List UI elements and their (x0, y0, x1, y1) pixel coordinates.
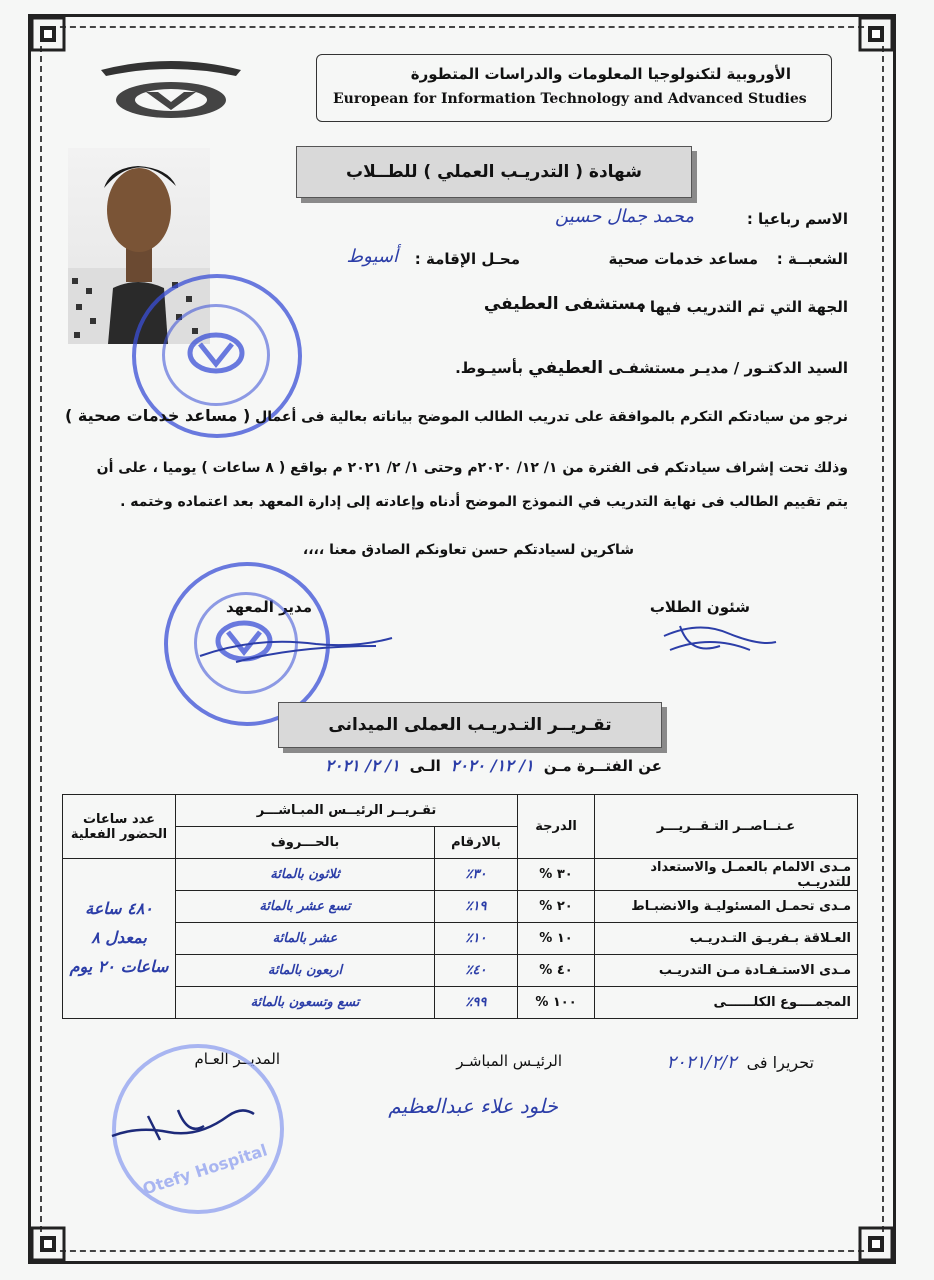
row-letters: تسع عشر بالمائة (176, 891, 435, 923)
addressee (455, 358, 848, 378)
report-period-to-label: الـى (409, 757, 441, 775)
row-letters: عشر بالمائة (176, 923, 435, 955)
row-numbers: ١٠٪ (435, 923, 518, 955)
residence-value: أسيوط (346, 246, 398, 267)
addressee-title: السيد الدكتـور / مديـر مستشفـى (608, 359, 848, 377)
corner-ornament-icon (856, 14, 896, 54)
request-text: نرجو من سيادتكم التكرم بالموافقة على تدريب الطالب الموضح بياناته بعالية فى أعمال (255, 409, 848, 425)
corner-ornament-icon (28, 14, 68, 54)
certificate-title: شهادة ( التدريـب العملي ) للطــلاب (296, 146, 692, 198)
written-on-value: ٢٠٢١/٢/٢ (666, 1052, 737, 1073)
header-supervisor-report: تقـريــر الرئيــس المبـاشـــر (176, 795, 518, 827)
request-paragraph (65, 406, 848, 425)
row-grade: ٣٠ % (518, 859, 595, 891)
institute-director-label: مدير المعهد (225, 598, 312, 616)
training-place-value: مستشفى العطيفي (483, 294, 646, 314)
hours-value: ٤٨٠ ساعة بمعدل ٨ ساعات ٢٠ يوم (63, 859, 176, 1019)
row-element: مـدى الاستـفـادة مـن التدريـب (595, 955, 858, 987)
header-elements: عـنــاصــر التـقــريـــر (595, 795, 858, 859)
direct-supervisor-label: الرئيـس المباشـر (456, 1052, 562, 1070)
general-director-label: المديــر العـام (194, 1050, 280, 1068)
table-row (63, 891, 858, 923)
request-field: ( مساعد خدمات صحية ) (64, 406, 251, 425)
student-affairs-label: شئون الطلاب (649, 598, 750, 616)
row-numbers: ١٩٪ (435, 891, 518, 923)
institute-header (316, 54, 832, 122)
row-element: المجمــــوع الكلــــــى (595, 987, 858, 1019)
written-on-label: تحريرا فى (746, 1053, 814, 1072)
institute-logo-icon (96, 56, 246, 122)
residence-label: محـل الإقامة : (414, 250, 520, 268)
header-grade: الدرجة (518, 795, 595, 859)
row-element: مـدى تحمـل المسئوليـة والانضبـاط (595, 891, 858, 923)
addressee-hospital: العطيفي (528, 358, 604, 378)
row-letters: اربعون بالمائة (176, 955, 435, 987)
institute-name-en: European for Information Technology and Advanced Studies (333, 91, 807, 107)
header-in-numbers: بالارقام (435, 827, 518, 859)
report-table (62, 794, 858, 1019)
institute-name-ar: الأوروبية لتكنولوجيا المعلومات والدراسات المتطورة (410, 65, 791, 83)
training-place-label: الجهة التي تم التدريب فيها : (638, 298, 848, 316)
student-affairs-signature-icon (660, 616, 780, 660)
hospital-stamp-text: Otefy Hospital (140, 1140, 270, 1199)
report-period-from: ١/ ١٢/ ٢٠٢٠ (450, 756, 534, 775)
table-row (63, 955, 858, 987)
report-period-to: ١/ ٢/ ٢٠٢١ (325, 756, 400, 775)
addressee-city: بأسيـوط. (455, 359, 524, 377)
report-title: تقـريــر التـدريـب العملى الميدانى (278, 702, 662, 748)
row-numbers: ٩٩٪ (435, 987, 518, 1019)
period-line: وذلك تحت إشراف سيادتكم فى الفترة من ١/ ١٢/ ٢٠٢٠م وحتى ١/ ٢/ ٢٠٢١ م بواقع ( ٨ ساعات ) يوميا ، على أن (96, 460, 848, 476)
header-hours: عدد ساعات الحضور الفعلية (63, 795, 176, 859)
thanks-line: شاكرين لسيادتكم حسن تعاونكم الصادق معنا ،،،، (302, 542, 634, 558)
header-in-letters: بالحـــروف (176, 827, 435, 859)
evaluation-line: يتم تقييم الطالب فى نهاية التدريب في النموذج الموضح أدناه وإعادته إلى إدارة المعهد بعد اعتماده وختمه . (120, 494, 848, 510)
general-director-signature-icon (108, 1096, 258, 1150)
row-letters: تسع وتسعون بالمائة (176, 987, 435, 1019)
table-row (63, 859, 858, 891)
table-row (63, 987, 858, 1019)
row-numbers: ٤٠٪ (435, 955, 518, 987)
director-signature-icon (196, 616, 396, 676)
row-element: العـلاقة بـفريـق التـدريـب (595, 923, 858, 955)
row-letters: ثلاثون بالمائة (176, 859, 435, 891)
row-grade: ١٠ % (518, 923, 595, 955)
row-element: مـدى الالمام بالعمـل والاستعداد للتدريـب (595, 859, 858, 891)
row-grade: ٢٠ % (518, 891, 595, 923)
row-numbers: ٣٠٪ (435, 859, 518, 891)
branch-value: مساعد خدمات صحية (608, 250, 758, 268)
report-period (325, 756, 662, 775)
row-grade: ٤٠ % (518, 955, 595, 987)
branch-label: الشعبــة : (776, 250, 848, 268)
row-grade: ١٠٠ % (518, 987, 595, 1019)
report-period-label: عن الفتــرة مـن (543, 757, 662, 775)
name-value: محمد جمال حسين (555, 206, 694, 227)
written-on (666, 1052, 814, 1073)
table-row (63, 923, 858, 955)
name-label: الاسم رباعيا : (746, 210, 848, 228)
supervisor-signature: خلود علاء عبدالعظيم (388, 1094, 558, 1118)
corner-ornament-icon (856, 1224, 896, 1264)
corner-ornament-icon (28, 1224, 68, 1264)
